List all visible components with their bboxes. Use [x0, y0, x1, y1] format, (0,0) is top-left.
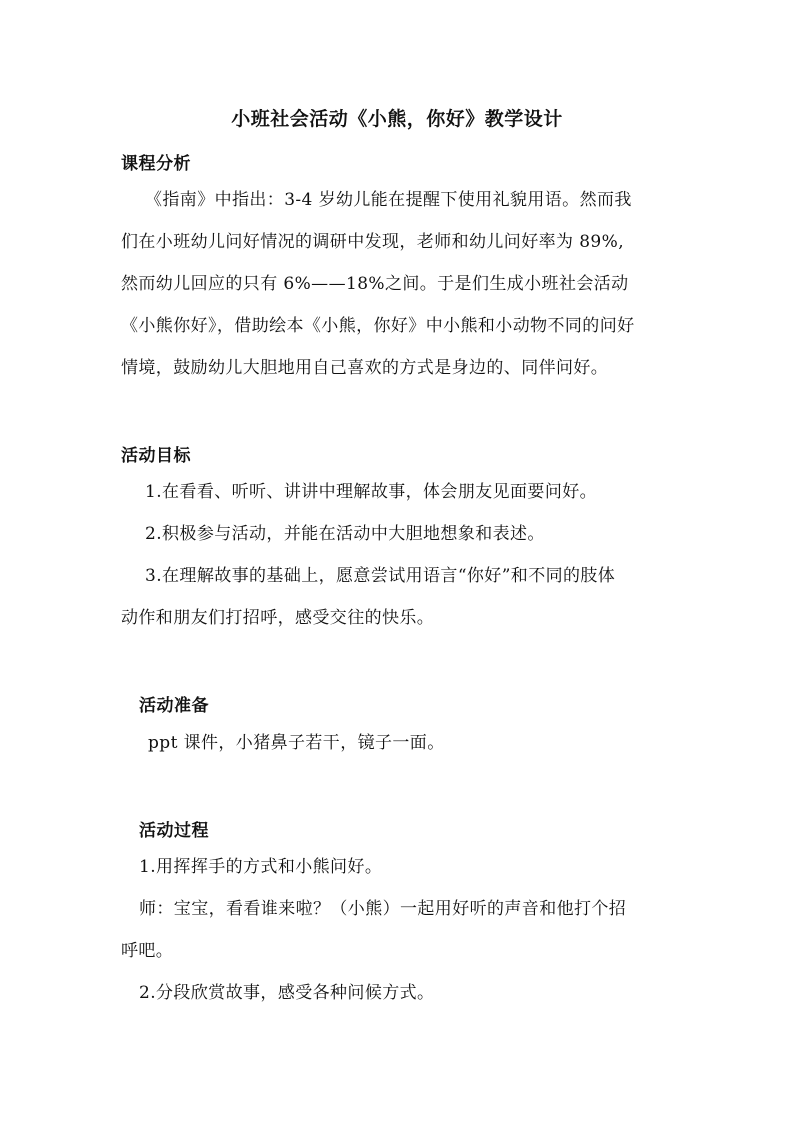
paragraph-line: 《指南》中指出：3-4 岁幼儿能在提醒下使用礼貌用语。然而我: [145, 190, 632, 210]
paragraph-line: 呼吧。: [121, 941, 174, 961]
section-heading-activity-process: 活动过程: [139, 821, 209, 841]
section-heading-course-analysis: 课程分析: [121, 154, 191, 174]
list-item: 1.在看看、听听、讲讲中理解故事，体会朋友见面要问好。: [145, 482, 598, 502]
section-heading-activity-goals: 活动目标: [121, 446, 191, 466]
paragraph-line: 然而幼儿回应的只有 6%——18%之间。于是们生成小班社会活动: [121, 274, 629, 294]
paragraph-line: 们在小班幼儿问好情况的调研中发现，老师和幼儿问好率为 89%,: [121, 232, 624, 252]
document-title: 小班社会活动《小熊，你好》教学设计: [231, 108, 563, 130]
list-item: 2.积极参与活动，并能在活动中大胆地想象和表述。: [145, 524, 545, 544]
paragraph-line: ppt 课件，小猪鼻子若干，镜子一面。: [148, 733, 445, 753]
paragraph-line: 师：宝宝，看看谁来啦？（小熊）一起用好听的声音和他打个招: [139, 899, 627, 919]
paragraph-line: 情境，鼓励幼儿大胆地用自己喜欢的方式是身边的、同伴问好。: [121, 358, 609, 378]
list-item: 3.在理解故事的基础上，愿意尝试用语言“你好”和不同的肢体: [145, 566, 616, 586]
list-item: 2.分段欣赏故事，感受各种问候方式。: [139, 983, 435, 1003]
section-heading-activity-preparation: 活动准备: [139, 696, 209, 716]
list-item-continuation: 动作和朋友们打招呼，感受交往的快乐。: [121, 608, 435, 628]
paragraph-line: 《小熊你好》，借助绘本《小熊，你好》中小熊和小动物不同的问好: [121, 316, 635, 336]
list-item: 1.用挥挥手的方式和小熊问好。: [139, 857, 383, 877]
